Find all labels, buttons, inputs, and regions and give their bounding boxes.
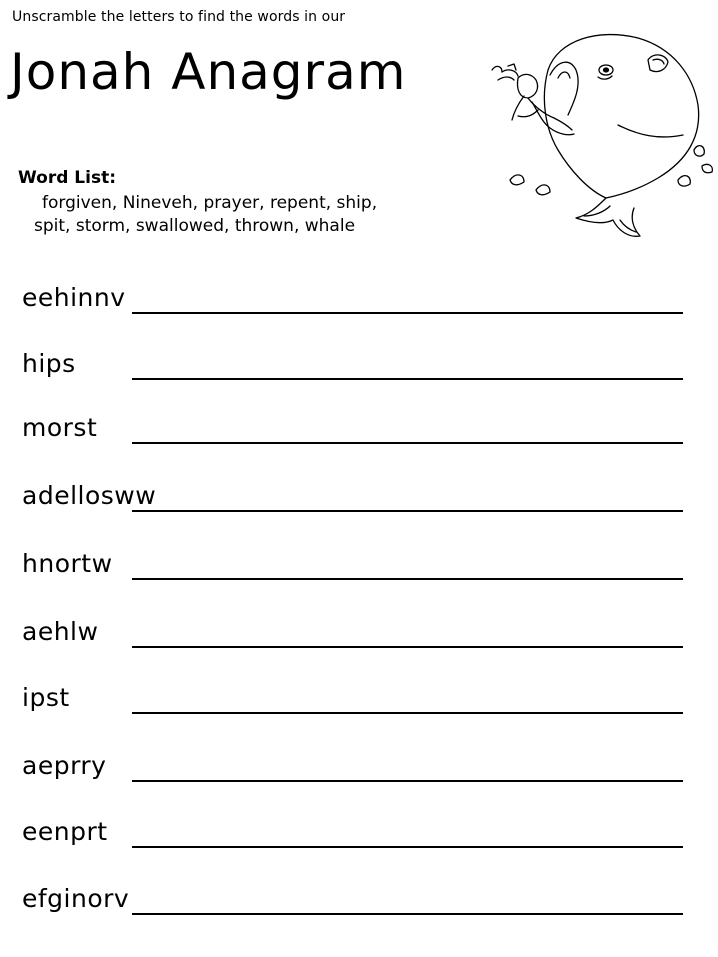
anagram-row bbox=[0, 549, 718, 589]
anagram-row bbox=[0, 751, 718, 791]
answer-line[interactable] bbox=[132, 780, 683, 782]
anagram-row bbox=[0, 617, 718, 657]
page-title: Jonah Anagram bbox=[10, 43, 407, 101]
scrambled-word: ipst bbox=[22, 683, 70, 712]
scrambled-word: hnortw bbox=[22, 549, 113, 578]
anagram-row bbox=[0, 683, 718, 723]
scrambled-word: adellosww bbox=[22, 481, 157, 510]
answer-line[interactable] bbox=[132, 378, 683, 380]
answer-line[interactable] bbox=[132, 913, 683, 915]
anagram-row bbox=[0, 884, 718, 924]
whale-swallowing-jonah-icon bbox=[488, 30, 718, 245]
word-list-label: Word List: bbox=[18, 168, 116, 188]
word-list-line-2: spit, storm, swallowed, thrown, whale bbox=[34, 216, 356, 236]
scrambled-word: aeprry bbox=[22, 751, 107, 780]
scrambled-word: efginorv bbox=[22, 884, 130, 913]
answer-line[interactable] bbox=[132, 312, 683, 314]
anagram-row bbox=[0, 349, 718, 389]
answer-line[interactable] bbox=[132, 442, 683, 444]
answer-line[interactable] bbox=[132, 510, 683, 512]
instructions-text: Unscramble the letters to find the words in our bbox=[12, 9, 346, 25]
scrambled-word: eenprt bbox=[22, 817, 108, 846]
answer-line[interactable] bbox=[132, 846, 683, 848]
scrambled-word: eehinnv bbox=[22, 283, 126, 312]
answer-line[interactable] bbox=[132, 578, 683, 580]
anagram-row bbox=[0, 413, 718, 453]
scrambled-word: aehlw bbox=[22, 617, 99, 646]
scrambled-word: hips bbox=[22, 349, 76, 378]
scrambled-word: morst bbox=[22, 413, 98, 442]
anagram-row bbox=[0, 817, 718, 857]
word-list-line-1: forgiven, Nineveh, prayer, repent, ship, bbox=[42, 193, 378, 213]
anagram-row bbox=[0, 481, 718, 521]
answer-line[interactable] bbox=[132, 646, 683, 648]
answer-line[interactable] bbox=[132, 712, 683, 714]
anagram-row bbox=[0, 283, 718, 323]
